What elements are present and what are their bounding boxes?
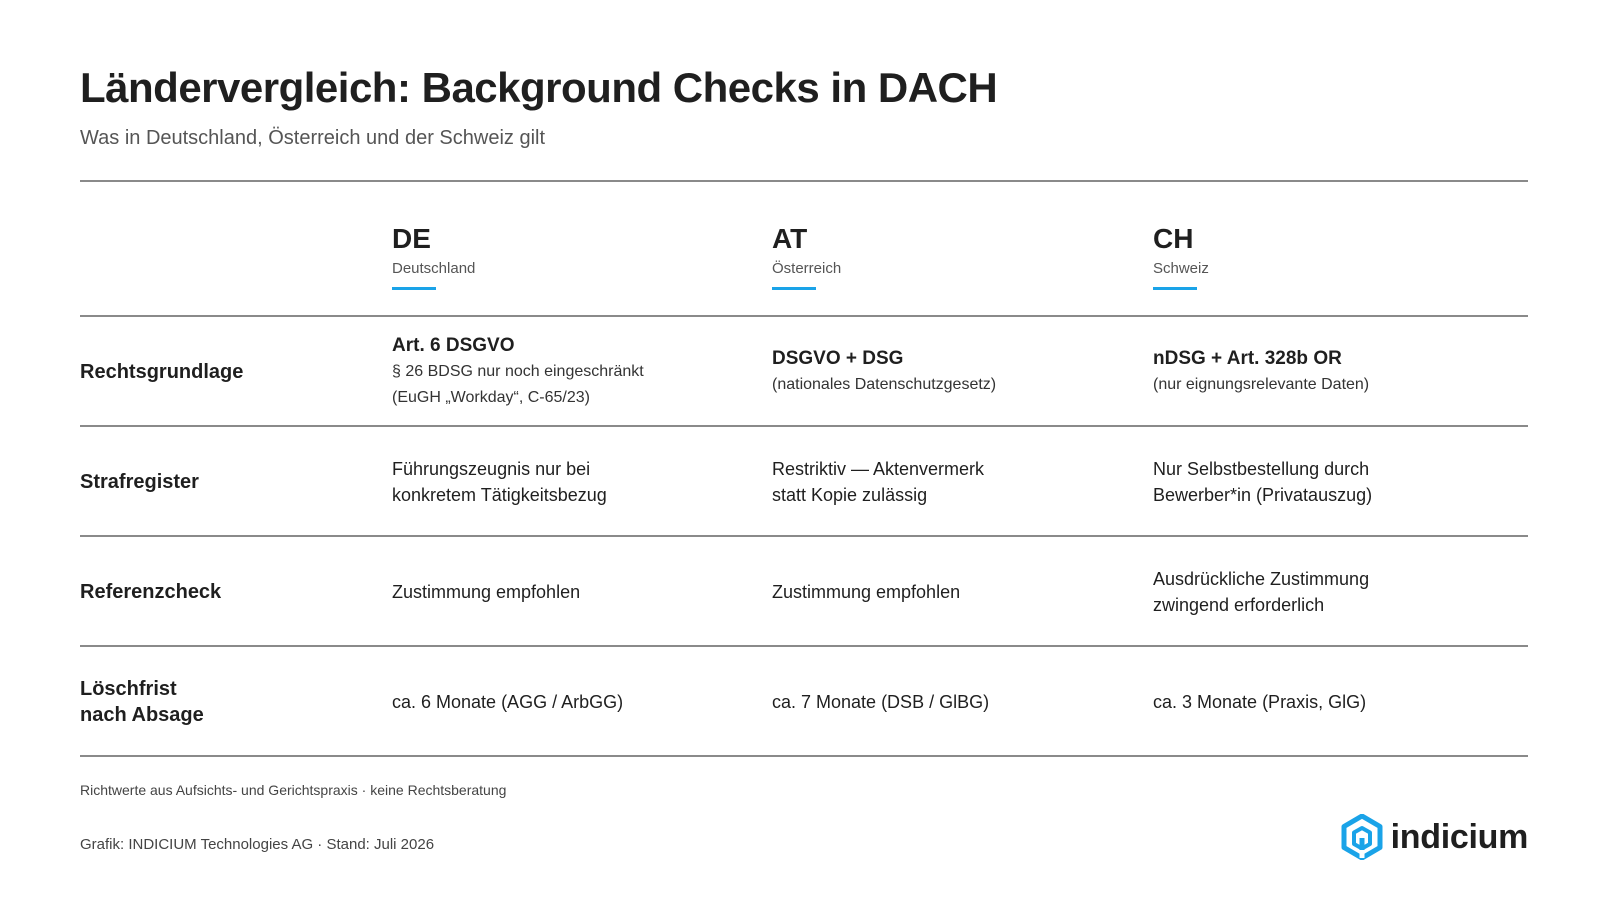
cell-at <box>772 427 1132 537</box>
cell-secondary-text: (nationales Datenschutzgesetz) <box>772 376 997 393</box>
column-accent-line <box>1153 287 1197 290</box>
cell-text: Ausdrückliche Zustimmung <box>1153 569 1370 589</box>
page-subtitle: Was in Deutschland, Österreich und der Schweiz gilt <box>80 127 546 149</box>
cell-secondary-text: (EuGH „Workday“, C-65/23) <box>392 389 590 406</box>
column-accent-line <box>772 287 816 290</box>
column-code: DE <box>392 223 431 254</box>
cell-text: Nur Selbstbestellung durch <box>1153 459 1370 479</box>
cell-text: konkretem Tätigkeitsbezug <box>392 485 607 505</box>
column-accent-line <box>392 287 436 290</box>
column-header-ch <box>1153 222 1209 290</box>
cell-primary-text: Art. 6 DSGVO <box>392 335 515 356</box>
cell-at <box>772 317 1132 427</box>
row-label: Strafregister <box>80 471 199 493</box>
row-label-line: Löschfrist <box>80 678 177 700</box>
cell-text: ca. 3 Monate (Praxis, GlG) <box>1153 692 1367 712</box>
credit-line: Grafik: INDICIUM Technologies AG · Stand: Juli 2026 <box>80 836 435 853</box>
table-row-referenzcheck <box>80 537 1528 647</box>
cell-at <box>772 537 1132 647</box>
cell-ch <box>1153 317 1513 427</box>
cell-ch <box>1153 647 1513 757</box>
column-name: Österreich <box>772 260 842 277</box>
cell-text: Bewerber*in (Privatauszug) <box>1153 485 1373 505</box>
cell-text: zwingend erforderlich <box>1153 595 1325 615</box>
cell-text: Führungszeugnis nur bei <box>392 459 591 479</box>
cell-primary-text: nDSG + Art. 328b OR <box>1153 348 1342 369</box>
column-name: Schweiz <box>1153 260 1209 277</box>
column-header-at <box>772 222 841 290</box>
column-code: AT <box>772 223 808 254</box>
cell-secondary-text: § 26 BDSG nur noch eingeschränkt <box>392 363 644 380</box>
cell-de <box>392 427 752 537</box>
logo-wordmark: indicium <box>1390 817 1528 856</box>
cell-secondary-text: (nur eignungsrelevante Daten) <box>1153 376 1370 393</box>
row-label-line: nach Absage <box>80 704 204 726</box>
cell-de <box>392 317 752 427</box>
table-row-loeschfrist <box>80 647 1528 757</box>
disclaimer-note: Richtwerte aus Aufsichts- und Gerichtspraxis · keine Rechtsberatung <box>80 782 507 798</box>
hexagon-logo-icon <box>1341 814 1383 860</box>
cell-text: Restriktiv — Aktenvermerk <box>772 459 985 479</box>
row-label <box>80 647 380 757</box>
cell-text: Zustimmung empfohlen <box>392 582 581 602</box>
cell-text: Zustimmung empfohlen <box>772 582 961 602</box>
column-header-de <box>392 222 475 290</box>
cell-de <box>392 647 752 757</box>
column-name: Deutschland <box>392 260 476 277</box>
table-row-strafregister <box>80 427 1528 537</box>
column-code: CH <box>1153 223 1194 254</box>
table-row-rechtsgrundlage <box>80 317 1528 427</box>
comparison-graphic <box>80 0 1528 900</box>
cell-ch <box>1153 537 1513 647</box>
cell-ch <box>1153 427 1513 537</box>
row-label: Rechtsgrundlage <box>80 361 244 383</box>
row-divider <box>80 755 1528 757</box>
company-logo <box>1341 814 1528 860</box>
row-label: Referenzcheck <box>80 581 222 603</box>
cell-text: statt Kopie zulässig <box>772 485 928 505</box>
cell-primary-text: DSGVO + DSG <box>772 348 904 369</box>
cell-text: ca. 7 Monate (DSB / GlBG) <box>772 692 990 712</box>
cell-de <box>392 537 752 647</box>
header-divider <box>80 180 1528 182</box>
cell-at <box>772 647 1132 757</box>
cell-text: ca. 6 Monate (AGG / ArbGG) <box>392 692 624 712</box>
page-title: Ländervergleich: Background Checks in DACH <box>80 64 998 111</box>
